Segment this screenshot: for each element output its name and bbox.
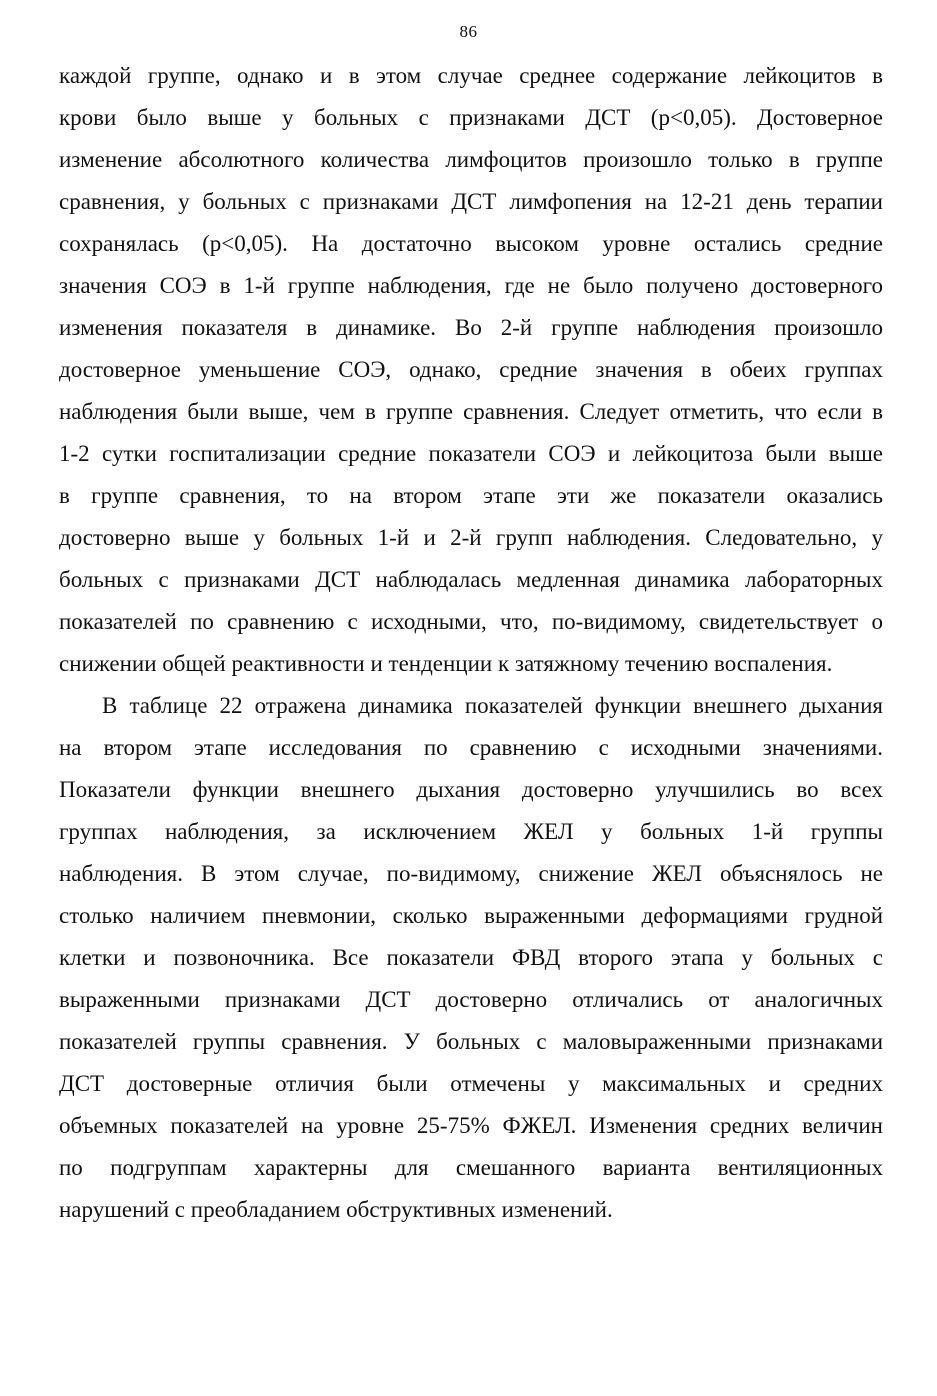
text-line: по подгруппам характерны для смешанного варианта вентиляционных [59,1155,883,1180]
text-line: столько наличием пневмонии, сколько выраженными деформациями грудной [59,903,883,928]
text-line: 1-2 сутки госпитализации средние показатели СОЭ и лейкоцитоза были выше [59,441,883,466]
text-line: сохранялась (р<0,05). На достаточно высоком уровне остались средние [59,231,883,256]
text-line: ДСТ достоверные отличия были отмечены у максимальных и средних [59,1071,883,1096]
text-line: изменения показателя в динамике. Во 2-й группе наблюдения произошло [59,315,883,340]
text-line: крови было выше у больных с признаками ДСТ (р<0,05). Достоверное [59,105,883,130]
body-text [59,55,883,1231]
text-line: больных с признаками ДСТ наблюдалась медленная динамика лабораторных [59,567,883,592]
text-line: изменение абсолютного количества лимфоцитов произошло только в группе [59,147,883,172]
paragraph-1 [59,55,883,685]
text-line: показателей по сравнению с исходными, что, по-видимому, свидетельствует о [59,609,883,634]
text-line: значения СОЭ в 1-й группе наблюдения, где не было получено достоверного [59,273,883,298]
text-line: выраженными признаками ДСТ достоверно отличались от аналогичных [59,987,883,1012]
text-line: достоверно выше у больных 1-й и 2-й групп наблюдения. Следовательно, у [59,525,883,550]
text-line: В таблице 22 отражена динамика показателей функции внешнего дыхания [102,693,883,718]
text-line: группах наблюдения, за исключением ЖЕЛ у больных 1-й группы [59,819,883,844]
text-line: наблюдения. В этом случае, по-видимому, снижение ЖЕЛ объяснялось не [59,861,883,886]
text-line: наблюдения были выше, чем в группе сравнения. Следует отметить, что если в [59,399,883,424]
text-line: клетки и позвоночника. Все показатели ФВД второго этапа у больных с [59,945,883,970]
text-line: показателей группы сравнения. У больных с маловыраженными признаками [59,1029,883,1054]
paragraph-2 [59,685,883,1231]
text-line: достоверное уменьшение СОЭ, однако, средние значения в обеих группах [59,357,883,382]
text-line: на втором этапе исследования по сравнению с исходными значениями. [59,735,883,760]
text-line: сравнения, у больных с признаками ДСТ лимфопения на 12-21 день терапии [59,189,883,214]
text-line: объемных показателей на уровне 25-75% ФЖЕЛ. Изменения средних величин [59,1113,883,1138]
text-line: снижении общей реактивности и тенденции к затяжному течению воспаления. [59,651,833,676]
text-line: в группе сравнения, то на втором этапе эти же показатели оказались [59,483,883,508]
text-line: нарушений с преобладанием обструктивных изменений. [59,1197,613,1222]
text-line: Показатели функции внешнего дыхания достоверно улучшились во всех [59,777,883,802]
text-line: каждой группе, однако и в этом случае среднее содержание лейкоцитов в [59,63,883,88]
page-number: 86 [459,22,478,41]
